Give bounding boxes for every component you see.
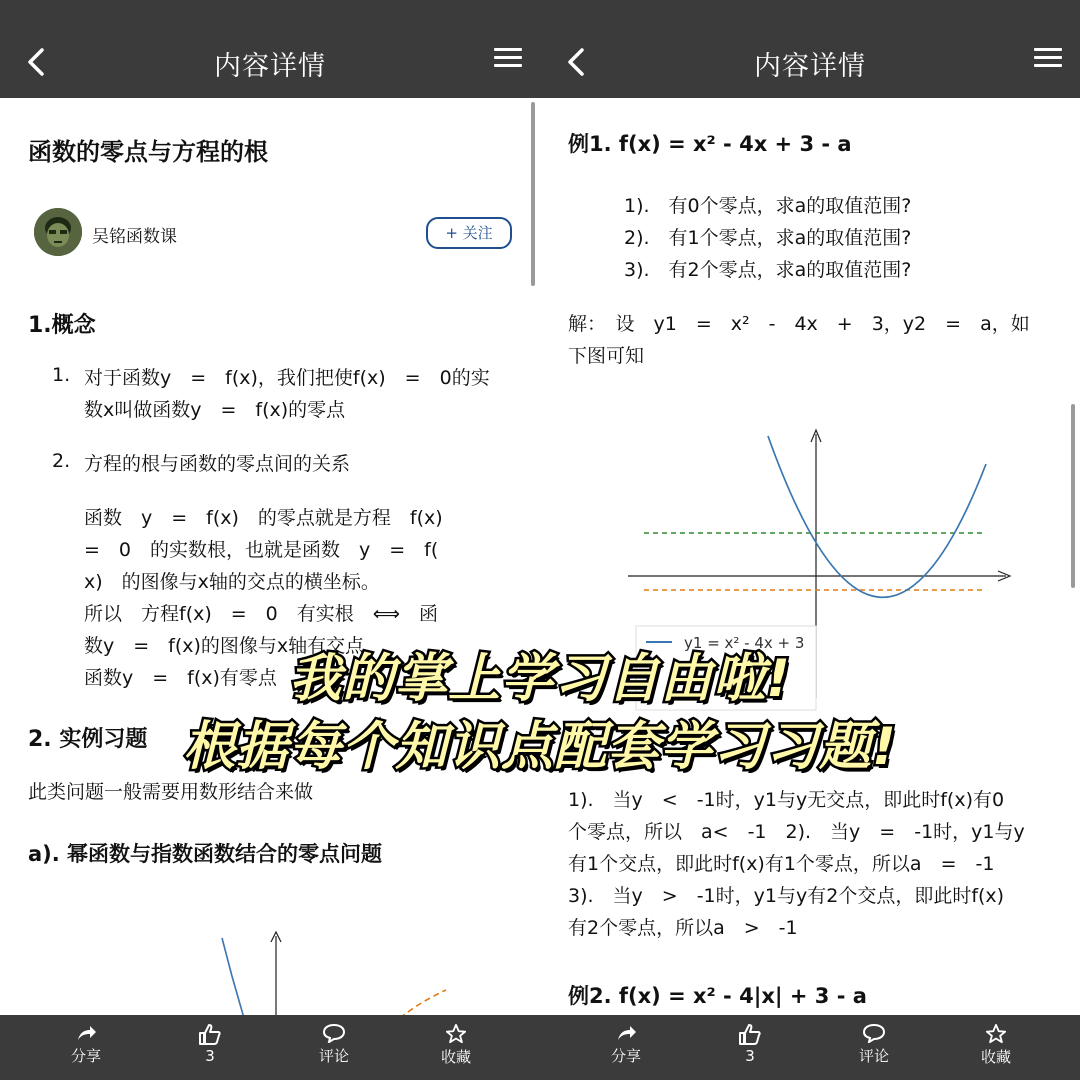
text-line: 所以 方程f(x) = 0 有实根 ⟺ 函 <box>84 603 439 625</box>
section-text: 此类问题一般需要用数形结合来做 <box>28 781 314 803</box>
caption-line-2: 根据每个知识点配套学习习题! <box>183 717 897 777</box>
right-screen <box>540 0 1080 1080</box>
thumbs-up-icon <box>738 1023 762 1045</box>
list-item-text: 方程的根与函数的零点间的关系 <box>84 453 351 475</box>
like-count: 3 <box>745 1047 755 1065</box>
share-button[interactable] <box>46 1023 126 1066</box>
parabola-graph <box>620 422 1020 712</box>
legend-label: y1 = x² - 4x + 3 <box>684 634 805 652</box>
list-number: 2. <box>52 450 71 472</box>
subsection-heading: a). 幂函数与指数函数结合的零点问题 <box>28 842 383 866</box>
comment-icon <box>322 1023 346 1043</box>
like-button[interactable] <box>710 1023 790 1065</box>
text-line: 1). 当y < -1时，y1与y无交点，即此时f(x)有0 <box>568 789 1005 811</box>
question-item: 1). 有0个零点，求a的取值范围? <box>624 195 912 217</box>
like-count: 3 <box>205 1047 215 1065</box>
text-line: 数y = f(x)的图像与x轴有交点 <box>84 635 365 657</box>
bottom-action-bar <box>0 1015 540 1080</box>
scrollbar[interactable] <box>1071 404 1075 588</box>
text-line: x) 的图像与x轴的交点的横坐标。 <box>84 571 380 593</box>
favorite-label: 收藏 <box>980 1048 1011 1066</box>
top-nav-bar <box>0 26 540 98</box>
top-nav-bar <box>540 26 1080 98</box>
text-line: 3). 当y > -1时，y1与y有2个交点，即此时f(x) <box>568 885 1005 907</box>
status-bar <box>0 0 540 26</box>
comment-button[interactable] <box>834 1023 914 1066</box>
avatar[interactable] <box>34 208 82 256</box>
follow-button[interactable]: + 关注 <box>426 217 512 249</box>
article-content[interactable] <box>540 98 1080 1015</box>
menu-icon[interactable] <box>1034 48 1062 72</box>
comment-label: 评论 <box>318 1047 349 1065</box>
example-heading: 例1. f(x) = x² - 4x + 3 - a <box>568 132 852 156</box>
text-line: 有2个零点，所以a > -1 <box>568 917 798 939</box>
author-name[interactable]: 吴铭函数课 <box>92 227 177 247</box>
menu-icon[interactable] <box>494 48 522 72</box>
author-row <box>34 208 514 258</box>
function-graph <box>200 928 460 1015</box>
relation-paragraph <box>84 502 524 694</box>
caption-line-1: 我的掌上学习自由啦! <box>289 649 791 709</box>
nav-title: 内容详情 <box>214 51 326 82</box>
text-line: 数x叫做函数y = f(x)的零点 <box>84 399 346 421</box>
share-label: 分享 <box>610 1047 641 1065</box>
text-line: 解： 设 y1 = x² - 4x + 3，y2 = a，如 <box>568 313 1030 335</box>
question-item: 3). 有2个零点，求a的取值范围? <box>624 259 912 281</box>
comment-label: 评论 <box>858 1047 889 1065</box>
star-icon <box>985 1023 1007 1044</box>
star-icon <box>445 1023 467 1044</box>
question-item: 2). 有1个零点，求a的取值范围? <box>624 227 912 249</box>
bottom-action-bar <box>540 1015 1080 1080</box>
section-heading: 1.概念 <box>28 313 96 338</box>
nav-title: 内容详情 <box>754 51 866 82</box>
article-title: 函数的零点与方程的根 <box>28 138 268 166</box>
question-list <box>624 190 911 286</box>
list-item-text <box>84 362 524 426</box>
comment-icon <box>862 1023 886 1043</box>
text-line: 下图可知 <box>568 345 645 367</box>
section-heading: 2. 实例习题 <box>28 727 148 752</box>
share-icon <box>75 1023 97 1043</box>
favorite-label: 收藏 <box>440 1048 471 1066</box>
comment-button[interactable] <box>294 1023 374 1066</box>
text-line: 对于函数y = f(x)，我们把使f(x) = 0的实 <box>84 367 490 389</box>
text-line: 有1个交点，即此时f(x)有1个零点，所以a = -1 <box>568 853 995 875</box>
thumbs-up-icon <box>198 1023 222 1045</box>
favorite-button[interactable] <box>956 1023 1036 1067</box>
scrollbar[interactable] <box>531 102 535 286</box>
list-number: 1. <box>52 364 71 386</box>
status-bar <box>540 0 1080 26</box>
like-button[interactable] <box>170 1023 250 1065</box>
text-line: 个零点，所以 a< -1 2). 当y = -1时，y1与y <box>568 821 1025 843</box>
share-label: 分享 <box>70 1047 101 1065</box>
article-content[interactable] <box>0 98 540 1015</box>
favorite-button[interactable] <box>416 1023 496 1067</box>
answer-text <box>568 784 1068 944</box>
text-line: 函数 y = f(x) 的零点就是方程 f(x) <box>84 507 443 529</box>
example-heading: 例2. f(x) = x² - 4|x| + 3 - a <box>568 984 867 1008</box>
text-line: = 0 的实数根，也就是函数 y = f( <box>84 539 439 561</box>
share-icon <box>615 1023 637 1043</box>
solution-text <box>568 308 1058 372</box>
share-button[interactable] <box>586 1023 666 1066</box>
text-line: 函数y = f(x)有零点 <box>84 667 277 689</box>
